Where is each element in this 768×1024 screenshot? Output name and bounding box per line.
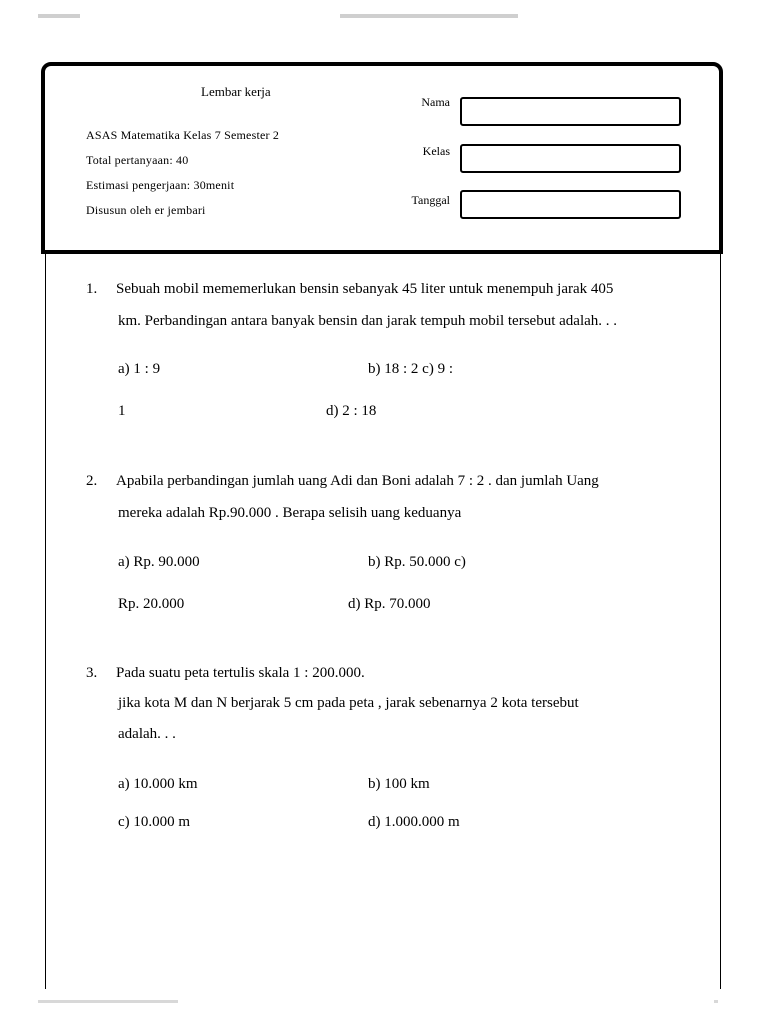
estimated-time-line: Estimasi pengerjaan: 30menit: [86, 178, 235, 192]
nama-label: Nama: [421, 95, 450, 109]
question-3-line-2: jika kota M dan N berjarak 5 cm pada peta , jarak sebenarnya 2 kota tersebut: [118, 695, 579, 711]
question-3-option-c[interactable]: c) 10.000 m: [118, 814, 191, 830]
question-1-option-c-continued[interactable]: 1: [118, 403, 126, 419]
top-header-artifact-left: [38, 14, 80, 18]
subject-line: ASAS Matematika Kelas 7 Semester 2: [86, 128, 280, 142]
question-2-option-c-continued[interactable]: Rp. 20.000: [118, 596, 185, 612]
bottom-footer-artifact-right: [714, 1000, 718, 1003]
question-1-option-b-c[interactable]: b) 18 : 2 c) 9 :: [368, 361, 453, 377]
right-page-border: [720, 254, 721, 989]
question-1-option-a[interactable]: a) 1 : 9: [118, 361, 161, 377]
question-1-line-2: km. Perbandingan antara banyak bensin dan jarak tempuh mobil tersebut adalah. . .: [118, 313, 618, 329]
question-2-option-b-c[interactable]: b) Rp. 50.000 c): [368, 554, 466, 570]
worksheet-title: Lembar kerja: [201, 84, 271, 99]
total-questions-line: Total pertanyaan: 40: [86, 153, 189, 167]
tanggal-label: Tanggal: [411, 193, 450, 207]
kelas-label: Kelas: [422, 144, 450, 158]
kelas-field[interactable]: [460, 144, 681, 173]
question-1-line-1: Sebuah mobil mememerlukan bensin sebanyak 45 liter untuk menempuh jarak 405: [116, 281, 614, 297]
question-1-number: 1.: [86, 281, 98, 297]
nama-field[interactable]: [460, 97, 681, 126]
question-2-line-1: Apabila perbandingan jumlah uang Adi dan Boni adalah 7 : 2 . dan jumlah Uang: [116, 473, 599, 489]
question-3-option-a[interactable]: a) 10.000 km: [118, 776, 198, 792]
question-3-option-d[interactable]: d) 1.000.000 m: [368, 814, 460, 830]
question-3-line-1: Pada suatu peta tertulis skala 1 : 200.000.: [116, 665, 365, 681]
top-header-artifact-center: [340, 14, 518, 18]
bottom-footer-artifact-left: [38, 1000, 178, 1003]
left-page-border: [45, 254, 46, 989]
question-2-option-d[interactable]: d) Rp. 70.000: [348, 596, 431, 612]
question-2-number: 2.: [86, 473, 98, 489]
question-3-number: 3.: [86, 665, 98, 681]
question-2-line-2: mereka adalah Rp.90.000 . Berapa selisih uang keduanya: [118, 505, 462, 521]
question-3-line-3: adalah. . .: [118, 726, 176, 742]
question-3-option-b[interactable]: b) 100 km: [368, 776, 430, 792]
author-line: Disusun oleh er jembari: [86, 203, 206, 217]
question-2-option-a[interactable]: a) Rp. 90.000: [118, 554, 200, 570]
question-1-option-d[interactable]: d) 2 : 18: [326, 403, 377, 419]
tanggal-field[interactable]: [460, 190, 681, 219]
